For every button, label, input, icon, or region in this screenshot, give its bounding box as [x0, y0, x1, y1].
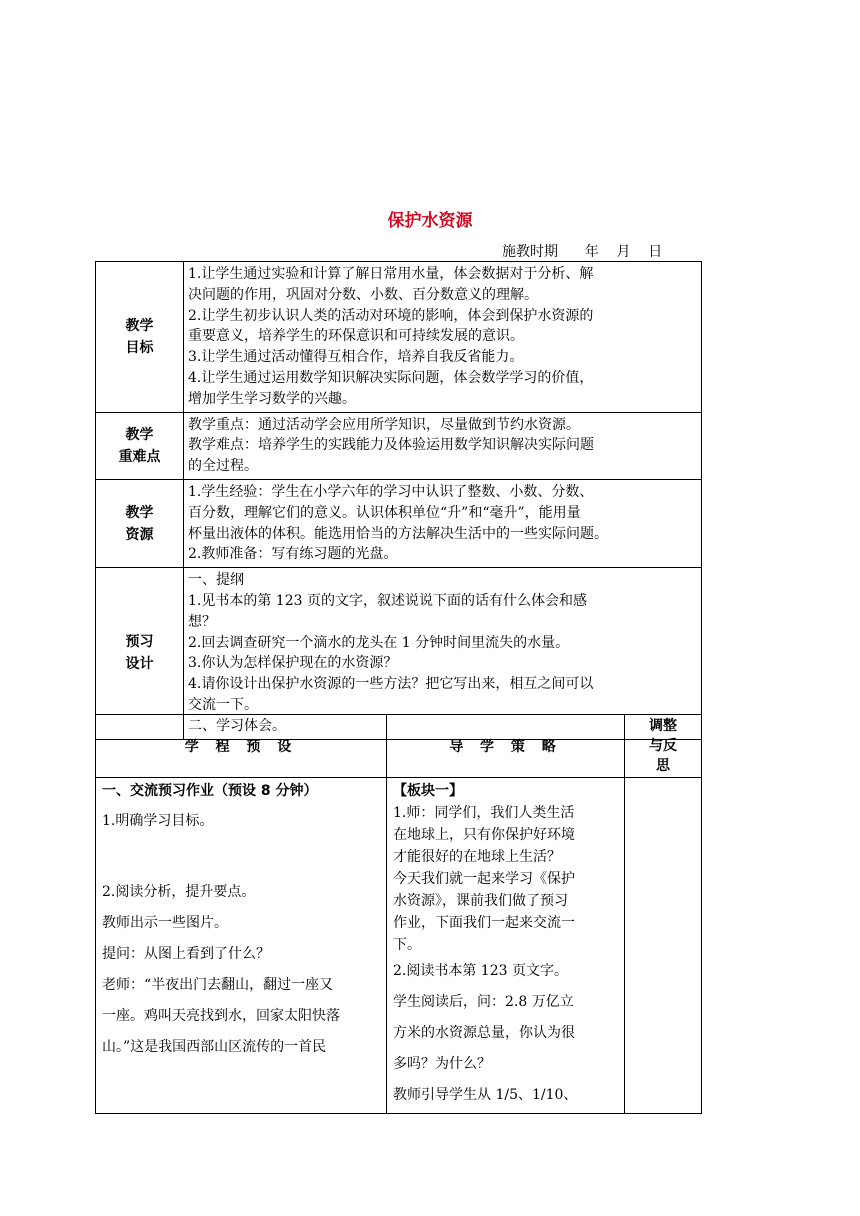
- content-line: 2.让学生初步认识人类的活动对环境的影响，体会到保护水资源的: [188, 307, 594, 324]
- label-line: 预习: [125, 634, 154, 651]
- step-text: 老师：“半夜出门去翻山，翻过一座又: [102, 977, 334, 993]
- lesson-info-table: [95, 261, 702, 740]
- content-key-points: [184, 412, 702, 479]
- label-line: 教学: [125, 317, 154, 334]
- content-row: [96, 778, 702, 1114]
- label-key-points: [96, 412, 184, 479]
- content-line: 的全过程。: [188, 458, 258, 475]
- strategy-line: 2.阅读书本第 123 页文字。: [393, 963, 568, 979]
- header-reflection: [625, 715, 702, 778]
- header-row: [96, 715, 702, 778]
- step-text: 提问：从图上看到了什么？: [102, 946, 270, 962]
- step-2: 2.阅读分析，提升要点。: [102, 884, 256, 900]
- label-objectives: [96, 262, 184, 413]
- learning-process-table: [95, 714, 702, 1114]
- reflection-column: [625, 778, 702, 1114]
- label-line: 教学: [125, 504, 154, 521]
- content-line: 教学重点：通过活动学会应用所学知识，尽量做到节约水资源。: [188, 416, 580, 433]
- content-line: 杯量出液体的体积。能选用恰当的方法解决生活中的一些实际问题。: [188, 525, 608, 542]
- content-line: 2.教师准备：写有练习题的光盘。: [188, 546, 398, 563]
- label-line: 重难点: [118, 448, 161, 465]
- label-line: 目标: [125, 339, 154, 356]
- content-line: 一、提纲: [188, 572, 244, 589]
- content-line: 重要意义，培养学生的环保意识和可持续发展的意识。: [188, 328, 524, 345]
- strategy-line: 在地球上，只有你保护好环境: [393, 827, 575, 843]
- content-line: 1.让学生通过实验和计算了解日常用水量，体会数据对于分析、解: [188, 266, 594, 282]
- label-line: 设计: [125, 656, 154, 673]
- step-text: 山。”这是我国西部山区流传的一首民: [102, 1039, 327, 1055]
- teaching-period: 施教时期 年 月 日: [502, 244, 663, 260]
- content-line: 交流一下。: [188, 696, 258, 713]
- strategy-line: 教师引导学生从 1/5、1/10、: [393, 1087, 578, 1103]
- content-line: 想？: [188, 613, 216, 630]
- strategy-column: [387, 778, 625, 1114]
- header-line: 思: [656, 758, 670, 774]
- content-line: 4.请你设计出保护水资源的一些方法？把它写出来，相互之间可以: [188, 676, 594, 693]
- content-line: 决问题的作用，巩固对分数、小数、百分数意义的理解。: [188, 286, 538, 303]
- content-line: 3.你认为怎样保护现在的水资源？: [188, 655, 398, 672]
- content-resources: [184, 479, 702, 567]
- strategy-line: 今天我们就一起来学习《保护: [393, 871, 575, 887]
- row-key-points: [96, 412, 702, 479]
- strategy-line: 下。: [393, 937, 421, 953]
- label-line: 教学: [125, 426, 154, 443]
- header-line: 调整: [649, 718, 677, 734]
- content-line: 增加学生学习数学的兴趣。: [188, 390, 356, 407]
- header-line: 与反: [649, 738, 677, 754]
- strategy-line: 1.师：同学们，我们人类生活: [393, 805, 575, 821]
- strategy-line: 水资源》，课前我们做了预习: [393, 893, 568, 909]
- strategy-line: 学生阅读后，问：2.8 万亿立: [393, 994, 574, 1010]
- step-1: 1.明确学习目标。: [102, 813, 214, 829]
- content-line: 2.回去调查研究一个滴水的龙头在 1 分钟时间里流失的水量。: [188, 634, 570, 651]
- block-heading: 【板块一】: [393, 783, 463, 799]
- header-process: 学 程 预 设: [96, 715, 387, 778]
- strategy-line: 多吗？为什么？: [393, 1056, 491, 1072]
- header-strategy: 导 学 策 略: [387, 715, 625, 778]
- content-line: 3.让学生通过活动懂得互相合作，培养自我反省能力。: [188, 349, 524, 366]
- row-resources: [96, 479, 702, 567]
- content-line: 二、学习体会。: [188, 717, 286, 734]
- label-resources: [96, 479, 184, 567]
- step-text: 一座。鸡叫天亮找到水，回家太阳快落: [102, 1008, 340, 1024]
- strategy-line: 才能很好的在地球上生活？: [393, 849, 561, 865]
- strategy-line: 作业，下面我们一起来交流一: [393, 915, 575, 931]
- label-line: 资源: [125, 526, 154, 543]
- step-text: 教师出示一些图片。: [102, 915, 228, 931]
- document-title: 保护水资源: [387, 211, 473, 231]
- strategy-line: 方米的水资源总量，你认为很: [393, 1025, 575, 1041]
- content-line: 1.学生经验：学生在小学六年的学习中认识了整数、小数、分数、: [188, 483, 594, 500]
- content-objectives: [184, 262, 702, 413]
- row-objectives: [96, 262, 702, 413]
- content-line: 百分数，理解它们的意义。认识体积单位“升”和“毫升”，能用量: [188, 504, 581, 521]
- content-line: 1.见书本的第 123 页的文字，叙述说说下面的话有什么体会和感: [188, 592, 587, 609]
- content-line: 教学难点：培养学生的实践能力及体验运用数学知识解决实际问题: [188, 437, 594, 454]
- process-column: [96, 778, 387, 1114]
- section-heading: 一、交流预习作业（预设 8 分钟）: [102, 783, 318, 799]
- content-line: 4.让学生通过运用数学知识解决实际问题，体会数学学习的价值，: [188, 369, 594, 386]
